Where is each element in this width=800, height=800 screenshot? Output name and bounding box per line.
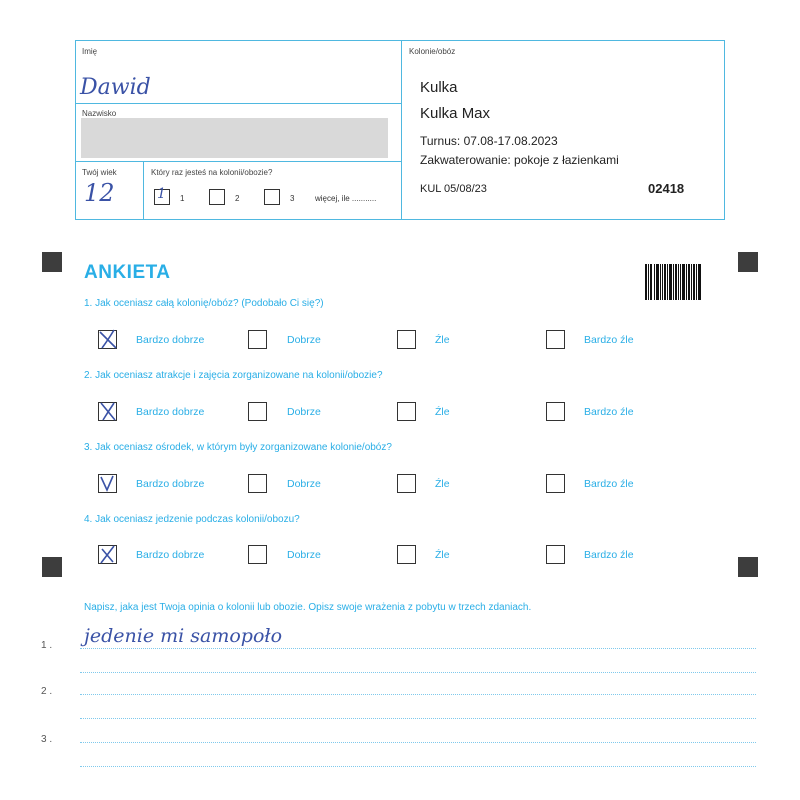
divider: [143, 161, 144, 220]
first-name-value: Dawid: [80, 75, 151, 100]
q3-option-bardzo-zle-checkbox[interactable]: [546, 474, 565, 493]
q4-option-label: Dobrze: [287, 549, 321, 561]
q3-option-dobrze-checkbox[interactable]: [248, 474, 267, 493]
opinion-line-1-text: jedenie mi samopoło: [84, 625, 283, 647]
times-more: więcej, ile ...........: [315, 194, 377, 203]
header-box: [75, 40, 725, 220]
q3-option-label: Dobrze: [287, 478, 321, 490]
times-option-1: 1: [180, 194, 185, 203]
divider: [76, 161, 401, 162]
age-label: Twój wiek: [82, 168, 117, 177]
q2-option-dobrze-checkbox[interactable]: [248, 402, 267, 421]
q1-option-zle-checkbox[interactable]: [397, 330, 416, 349]
registration-mark: [738, 252, 758, 272]
q2-option-label: Bardzo źle: [584, 406, 634, 418]
q4-option-label: Bardzo dobrze: [136, 549, 205, 561]
turnus: Turnus: 07.08-17.08.2023: [420, 134, 558, 148]
q1-option-label: Bardzo dobrze: [136, 334, 205, 346]
q2-option-label: Dobrze: [287, 406, 321, 418]
camp-label: Kolonie/obóz: [409, 47, 456, 56]
q3-option-label: Bardzo źle: [584, 478, 634, 490]
line-number-2: 2 .: [41, 686, 53, 697]
q2-option-bardzo-zle-checkbox[interactable]: [546, 402, 565, 421]
opinion-line-2[interactable]: [80, 694, 756, 695]
registration-mark: [738, 557, 758, 577]
q3-option-zle-checkbox[interactable]: [397, 474, 416, 493]
opinion-line-3b[interactable]: [80, 766, 756, 767]
registration-mark: [42, 252, 62, 272]
q4-option-dobrze-checkbox[interactable]: [248, 545, 267, 564]
question-3: 3. Jak oceniasz ośrodek, w którym były zorganizowane kolonie/obóz?: [84, 442, 392, 453]
q4-option-label: Bardzo źle: [584, 549, 634, 561]
times-handwritten: 1: [157, 186, 166, 202]
q2-option-label: Źle: [435, 406, 450, 418]
line-number-3: 3 .: [41, 734, 53, 745]
divider: [401, 41, 402, 220]
last-name-redaction: [81, 118, 388, 158]
opinion-line-1b[interactable]: [80, 672, 756, 673]
opinion-prompt: Napisz, jaka jest Twoja opinia o kolonii lub obozie. Opisz swoje wrażenia z pobytu w trzech zdaniach.: [84, 602, 532, 613]
registration-mark: [42, 557, 62, 577]
form-number: 02418: [648, 181, 685, 196]
line-number-1: 1 .: [41, 640, 53, 651]
q1-option-bardzo-dobrze-checkbox[interactable]: [98, 330, 117, 349]
question-4: 4. Jak oceniasz jedzenie podczas kolonii/obozu?: [84, 514, 300, 525]
question-2: 2. Jak oceniasz atrakcje i zajęcia zorganizowane na kolonii/obozie?: [84, 370, 383, 381]
times-label: Który raz jesteś na kolonii/obozie?: [151, 168, 273, 177]
q4-option-label: Źle: [435, 549, 450, 561]
q3-option-label: Źle: [435, 478, 450, 490]
q4-option-bardzo-zle-checkbox[interactable]: [546, 545, 565, 564]
last-name-label: Nazwisko: [82, 109, 117, 118]
q3-option-label: Bardzo dobrze: [136, 478, 205, 490]
q1-option-bardzo-zle-checkbox[interactable]: [546, 330, 565, 349]
q1-option-label: Źle: [435, 334, 450, 346]
q2-option-label: Bardzo dobrze: [136, 406, 205, 418]
divider: [76, 103, 401, 104]
opinion-line-1[interactable]: [80, 648, 756, 649]
accommodation: Zakwaterowanie: pokoje z łazienkami: [420, 153, 619, 167]
first-name-label: Imię: [82, 47, 98, 56]
times-option-3: 3: [290, 194, 295, 203]
q2-option-zle-checkbox[interactable]: [397, 402, 416, 421]
q1-option-dobrze-checkbox[interactable]: [248, 330, 267, 349]
q1-option-label: Bardzo źle: [584, 334, 634, 346]
q4-option-zle-checkbox[interactable]: [397, 545, 416, 564]
survey-title: ANKIETA: [84, 262, 171, 283]
times-checkbox-2[interactable]: [209, 189, 225, 205]
camp-name-2: Kulka Max: [420, 105, 491, 122]
opinion-line-3[interactable]: [80, 742, 756, 743]
times-checkbox-3[interactable]: [264, 189, 280, 205]
times-option-2: 2: [235, 194, 240, 203]
barcode: [645, 264, 701, 300]
q1-option-label: Dobrze: [287, 334, 321, 346]
opinion-line-2b[interactable]: [80, 718, 756, 719]
q2-option-bardzo-dobrze-checkbox[interactable]: [98, 402, 117, 421]
q4-option-bardzo-dobrze-checkbox[interactable]: [98, 545, 117, 564]
age-value: 12: [84, 179, 115, 207]
q3-option-bardzo-dobrze-checkbox[interactable]: [98, 474, 117, 493]
camp-code: KUL 05/08/23: [420, 183, 487, 195]
camp-name-1: Kulka: [420, 79, 458, 96]
question-1: 1. Jak oceniasz całą kolonię/obóz? (Podobało Ci się?): [84, 298, 324, 309]
